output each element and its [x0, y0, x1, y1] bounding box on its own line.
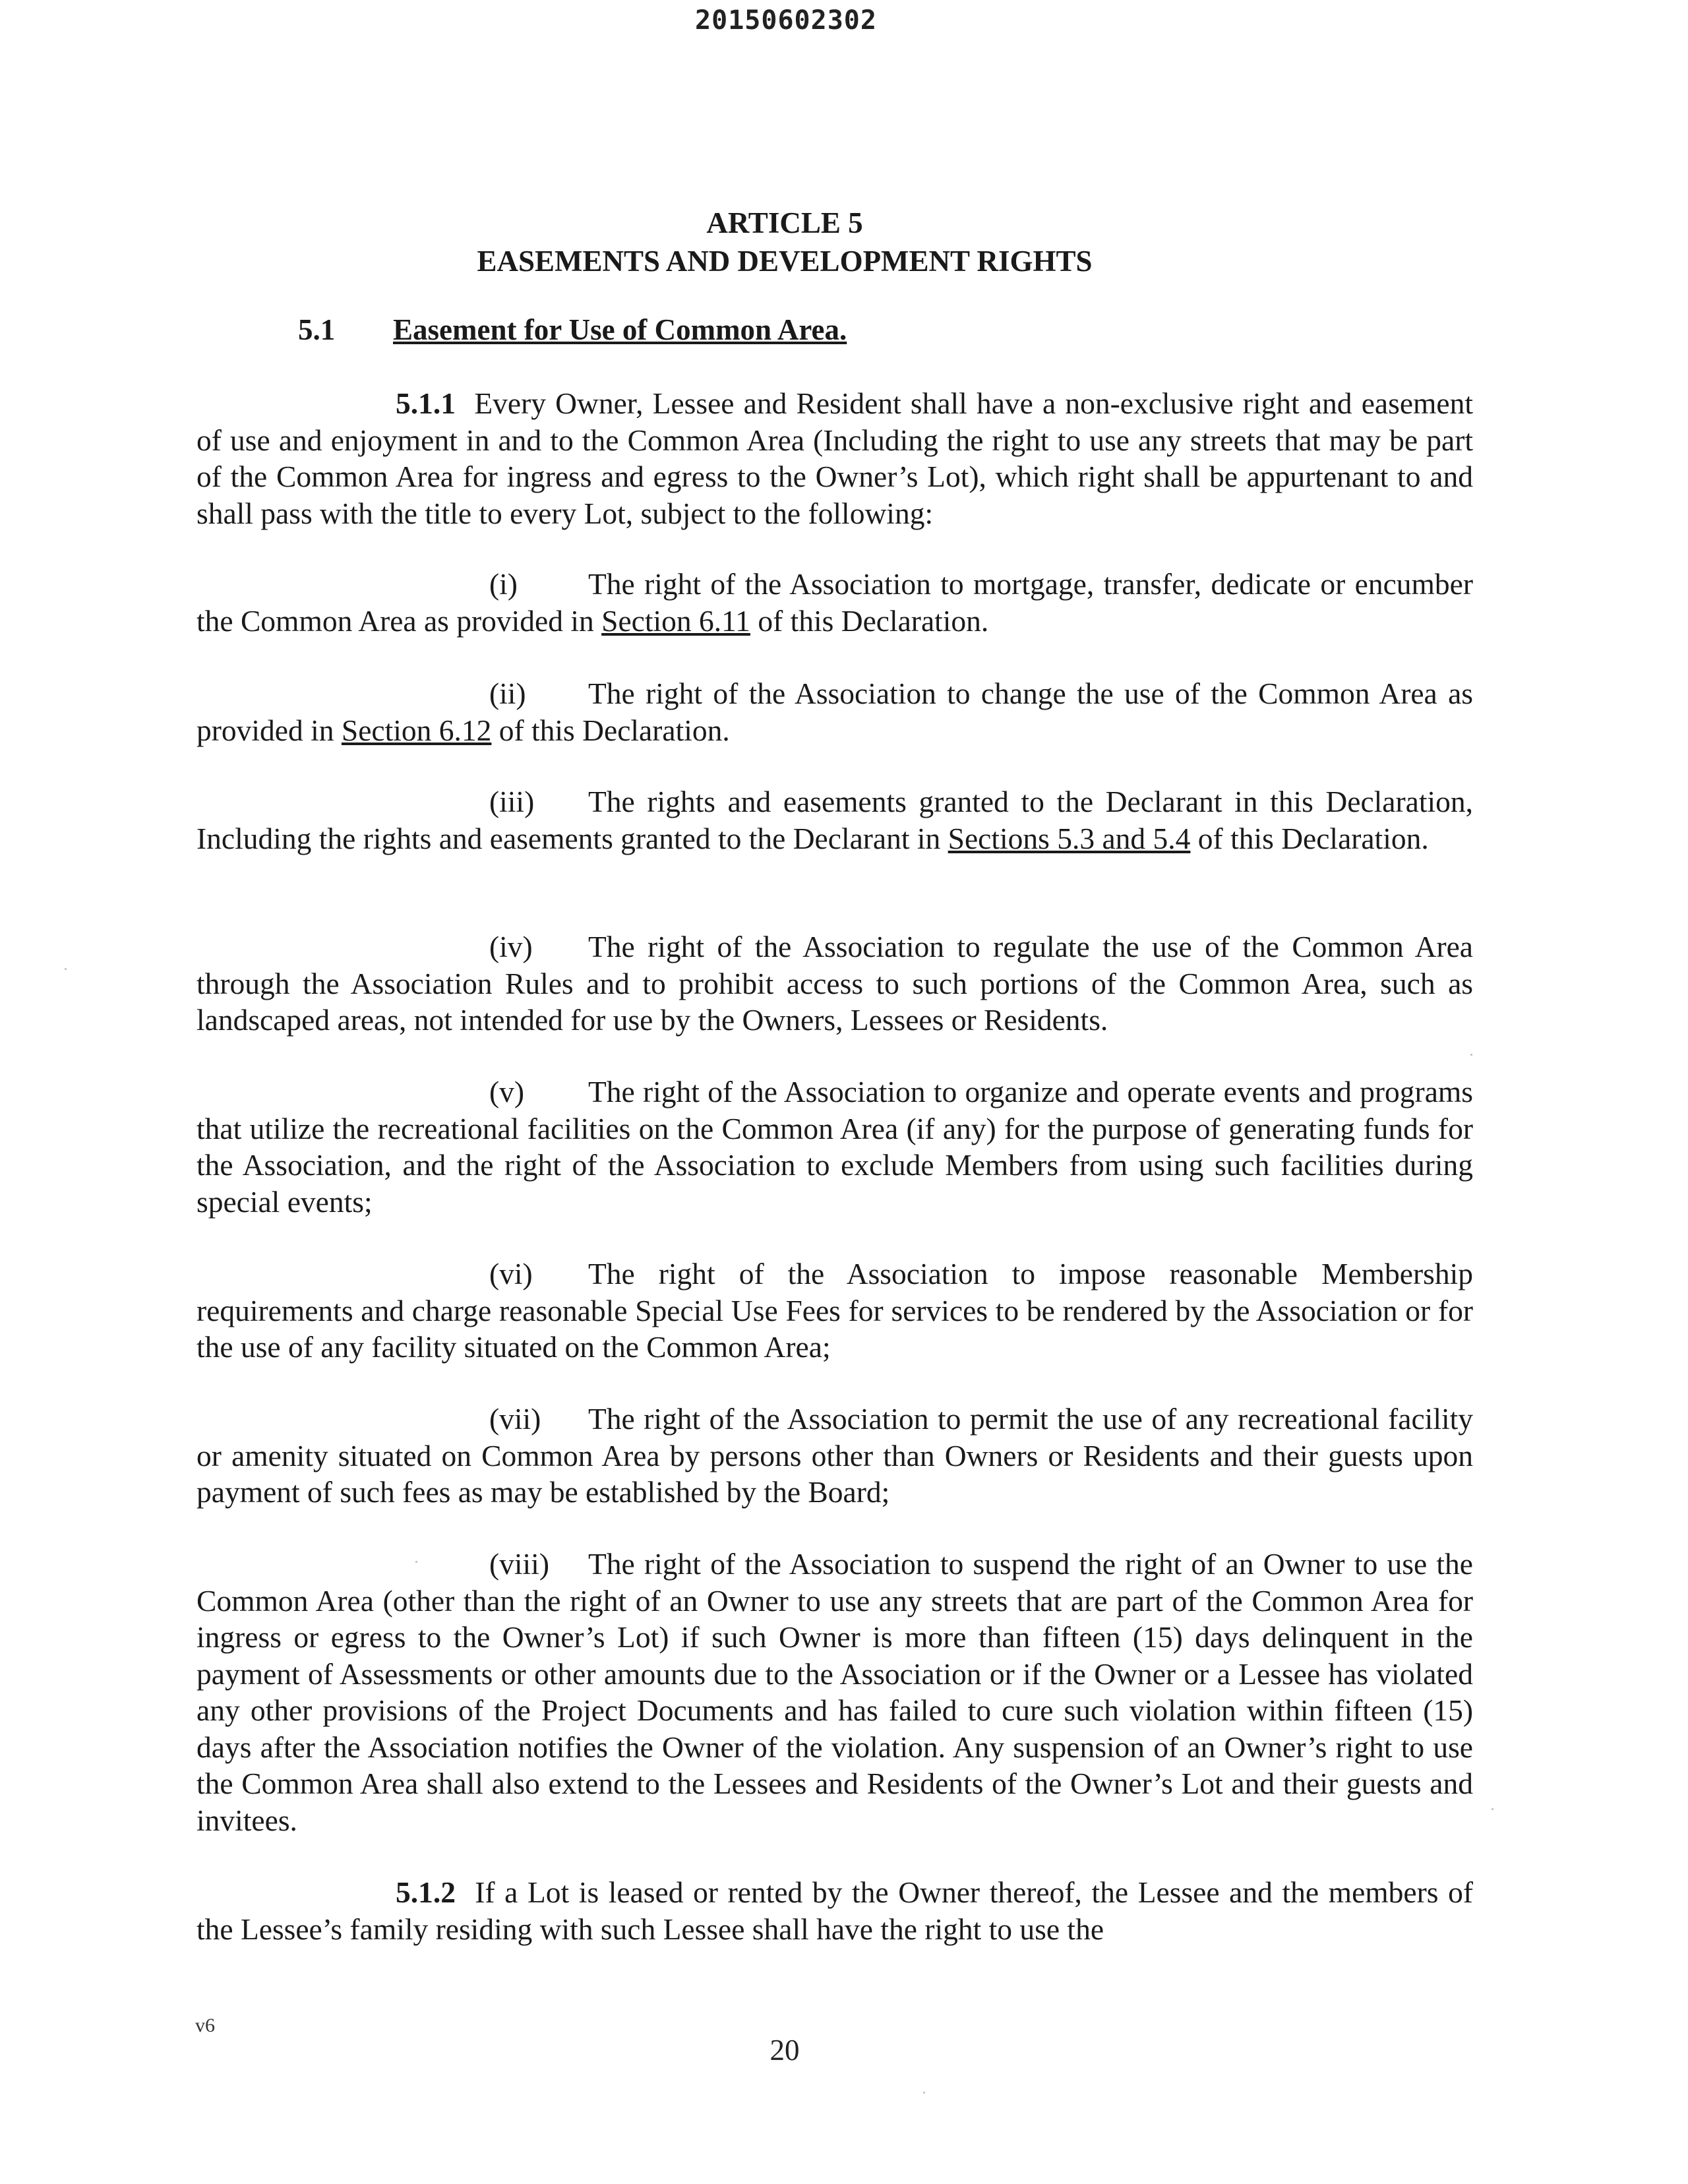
- article-number: ARTICLE 5: [706, 206, 863, 239]
- list-marker: (iv): [489, 930, 533, 963]
- scan-speck: [65, 968, 67, 970]
- list-marker: (v): [489, 1075, 525, 1108]
- cross-reference: Sections 5.3 and 5.4: [948, 821, 1191, 855]
- list-item-ii: [196, 675, 1473, 748]
- list-item-iv: [196, 928, 1473, 1039]
- list-item-text-tail: of this Declaration.: [758, 603, 989, 638]
- scan-speck: [1470, 1054, 1472, 1056]
- list-item-text: The right of the Association to mortgage, transfer, dedicate or encumber the Common Area as provided in: [196, 567, 1473, 638]
- list-marker: (iii): [489, 785, 535, 818]
- paragraph-5-1-1: [196, 385, 1473, 531]
- section-number: 5.1: [298, 313, 336, 346]
- list-item-text: The right of the Association to permit the use of any recreational facility or amenity situated on Common Area by persons other than Owners or Residents and their guests upon payment of such fees as may be established by the Board;: [196, 1402, 1473, 1509]
- list-item-text: The right of the Association to organize and operate events and programs that utilize the recreational facilities on the Common Area (if any) for the purpose of generating funds for the Association, and the right of the Association to exclude Members from using such facilities during special events;: [196, 1075, 1473, 1219]
- list-item-vi: [196, 1256, 1473, 1366]
- page-number: 20: [769, 2034, 800, 2067]
- list-item-text: The right of the Association to impose reasonable Membership requirements and charge reasonable Special Use Fees for services to be rendered by the Association or for the use of any facility situated on the Common Area;: [196, 1257, 1473, 1364]
- list-marker: (vii): [489, 1402, 541, 1436]
- scan-speck: [415, 1561, 417, 1563]
- list-item-vii: [196, 1401, 1473, 1511]
- list-item-v: [196, 1074, 1473, 1220]
- list-item-text-tail: of this Declaration.: [1197, 821, 1429, 855]
- scan-speck: [923, 2092, 925, 2094]
- cross-reference: Section 6.12: [341, 713, 492, 747]
- list-item-i: [196, 566, 1473, 639]
- list-item-iii: [196, 783, 1473, 857]
- list-item-viii: [196, 1546, 1473, 1838]
- paragraph-text: Every Owner, Lessee and Resident shall have a non-exclusive right and easement of use and enjoyment in and to the Common Area (Including the right to use any streets that may be part of the Common Area for ingress and egress to the Owner’s Lot), which right shall be appurtenant to and shall pass with the title to every Lot, subject to the following:: [196, 386, 1473, 530]
- scan-speck: [1492, 1808, 1493, 1810]
- list-marker: (ii): [489, 677, 526, 710]
- recording-number: 20150602302: [695, 5, 877, 36]
- cross-reference: Section 6.11: [601, 603, 750, 638]
- article-title: EASEMENTS AND DEVELOPMENT RIGHTS: [477, 245, 1093, 278]
- paragraph-text: If a Lot is leased or rented by the Owner thereof, the Lessee and the members of the Lessee’s family residing with such Lessee shall have the right to use the: [196, 1875, 1473, 1946]
- list-marker: (viii): [489, 1547, 549, 1581]
- list-item-text: The right of the Association to regulate the use of the Common Area through the Association Rules and to prohibit access to such portions of the Common Area, such as landscaped areas, not intended for use by the Owners, Lessees or Residents.: [196, 930, 1473, 1037]
- section-heading: [298, 311, 847, 348]
- list-marker: (i): [489, 567, 518, 601]
- document-version: v6: [195, 2015, 215, 2036]
- list-item-text: The right of the Association to suspend the right of an Owner to use the Common Area (other than the right of an Owner to use any streets that are part of the Common Area for ingress or egress to the Owner’s Lot) if such Owner is more than fifteen (15) days delinquent in the payment of Assessments or other amounts due to the Association or if the Owner or a Lessee has violated any other provisions of the Project Documents and has failed to cure such violation within fifteen (15) days after the Association notifies the Owner of the violation. Any suspension of an Owner’s right to use the Common Area shall also extend to the Lessees and Residents of the Owner’s Lot and their guests and invitees.: [196, 1547, 1473, 1837]
- list-item-text: The right of the Association to change the use of the Common Area as provided in: [196, 677, 1473, 747]
- section-title: Easement for Use of Common Area.: [393, 313, 847, 346]
- paragraph-number: 5.1.1: [396, 386, 456, 420]
- paragraph-5-1-2: [196, 1874, 1473, 1947]
- list-item-text-tail: of this Declaration.: [498, 713, 730, 747]
- list-item-text: The rights and easements granted to the Declarant in this Declaration, Including the rights and easements granted to the Declarant in: [196, 785, 1473, 855]
- paragraph-number: 5.1.2: [396, 1875, 456, 1909]
- list-marker: (vi): [489, 1257, 533, 1290]
